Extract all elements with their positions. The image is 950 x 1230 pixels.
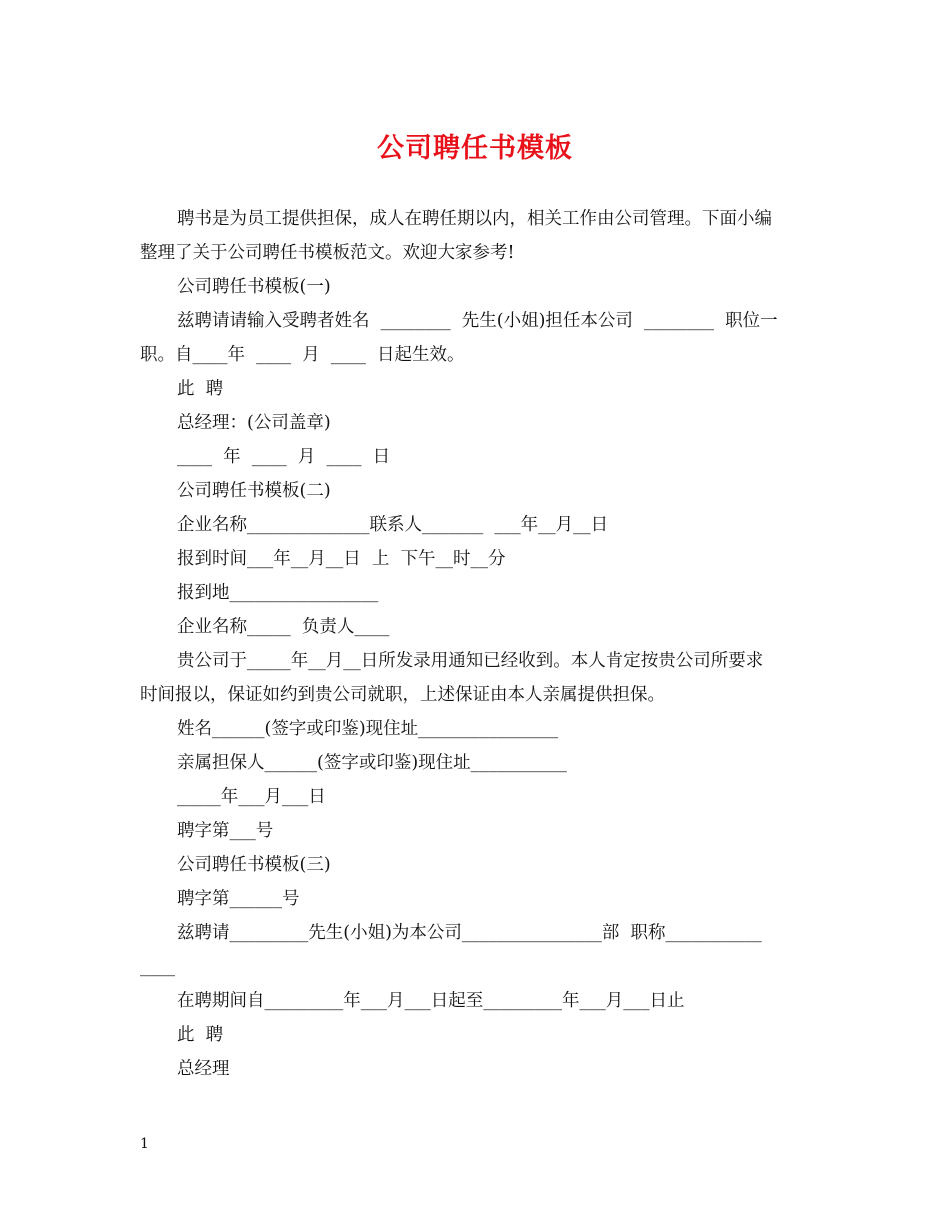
section-heading-2: 公司聘任书模板(二) <box>177 481 331 501</box>
date-line: _____年___月___日 <box>177 787 326 807</box>
form-line: 兹聘请_________先生(小姐)为本公司________________部 职称___________ <box>177 923 762 943</box>
section-heading-3: 公司聘任书模板(三) <box>177 855 331 875</box>
form-line: 聘字第______号 <box>177 889 300 909</box>
form-line: 在聘期间自_________年___月___日起至_________年___月___日止 <box>177 991 685 1011</box>
paragraph-line: 兹聘请请输入受聘者姓名 ________ 先生(小姐)担任本公司 ________ 职位一 <box>177 311 778 331</box>
document-body <box>140 202 812 1086</box>
paragraph-line: 贵公司于_____年__月__日所发录用通知已经收到。本人肯定按贵公司所要求 <box>177 651 764 671</box>
form-line: 聘字第___号 <box>177 821 274 841</box>
paragraph-line: 总经理：(公司盖章) <box>177 413 331 433</box>
paragraph-line: 职。自____年 ____ 月 ____ 日起生效。 <box>140 345 465 365</box>
document-title: 公司聘任书模板 <box>377 133 573 164</box>
form-line: 报到时间___年__月__日 上 下午__时__分 <box>177 549 506 569</box>
form-line: 企业名称______________联系人_______ ___年__月__日 <box>177 515 609 535</box>
page-number: 1 <box>140 1136 149 1152</box>
form-line: 亲属担保人______(签字或印鉴)现住址___________ <box>177 753 567 773</box>
paragraph-line: 此 聘 <box>177 379 224 399</box>
paragraph-line: 时间报以，保证如约到贵公司就职，上述保证由本人亲属提供担保。 <box>140 685 665 705</box>
form-line: 报到地_________________ <box>177 583 379 603</box>
section-heading-1: 公司聘任书模板(一) <box>177 277 331 297</box>
paragraph-line: 总经理 <box>177 1059 230 1079</box>
form-line: ____ <box>140 957 175 977</box>
date-line: ____ 年 ____ 月 ____ 日 <box>177 447 391 467</box>
paragraph-line: 此 聘 <box>177 1025 224 1045</box>
paragraph-line: 聘书是为员工提供担保，成人在聘任期以内，相关工作由公司管理。下面小编 <box>177 209 772 229</box>
form-line: 姓名______(签字或印鉴)现住址________________ <box>177 719 559 739</box>
paragraph-line: 整理了关于公司聘任书模板范文。欢迎大家参考! <box>140 243 515 263</box>
form-line: 企业名称_____ 负责人____ <box>177 617 390 637</box>
